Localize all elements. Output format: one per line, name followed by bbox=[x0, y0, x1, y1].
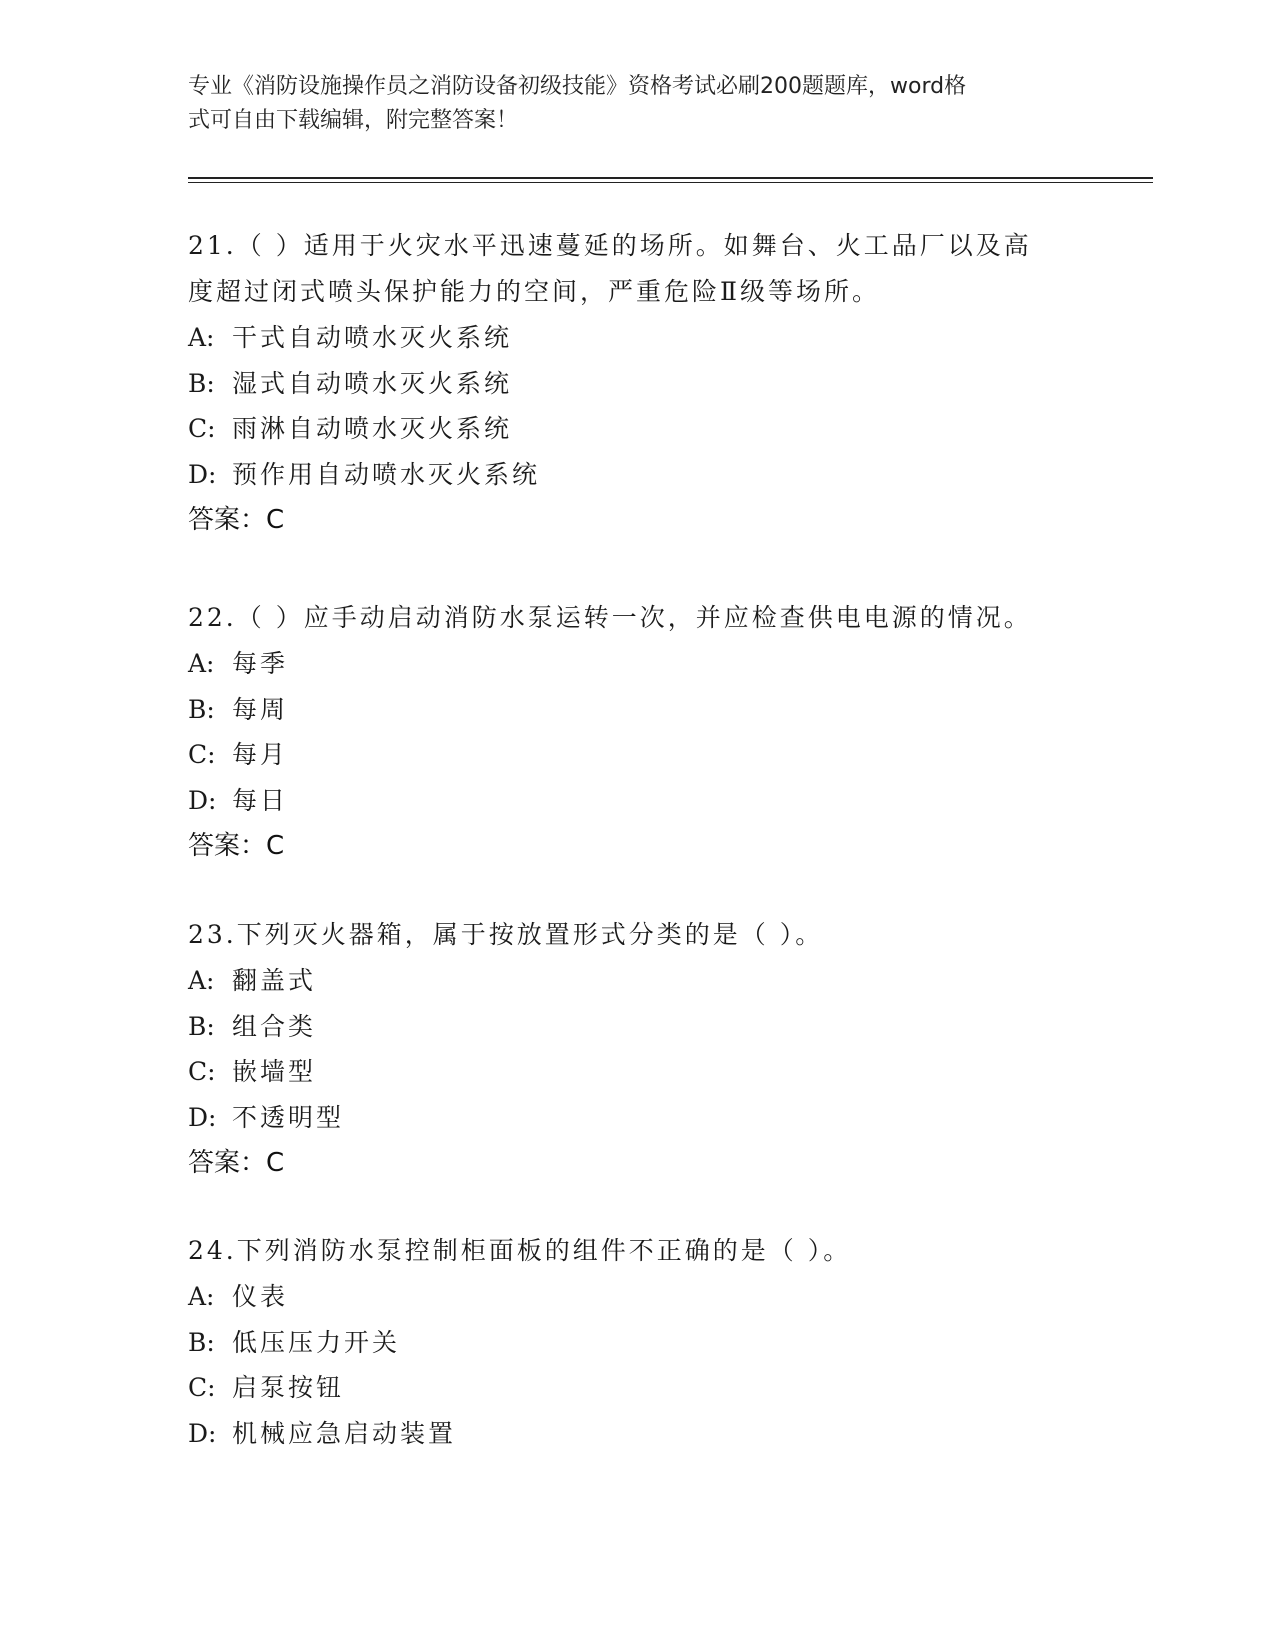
option-letter: C: bbox=[188, 1373, 216, 1402]
option-c bbox=[188, 1365, 1088, 1411]
question-23 bbox=[188, 912, 1088, 1186]
option-text: 每日 bbox=[232, 785, 289, 815]
option-b bbox=[188, 361, 1088, 407]
question-stem-continued: 度超过闭式喷头保护能力的空间，严重危险Ⅱ级等场所。 bbox=[188, 277, 880, 306]
document-header bbox=[188, 70, 1068, 138]
header-divider-thin bbox=[188, 182, 1153, 183]
header-divider bbox=[188, 177, 1153, 179]
option-letter: D: bbox=[188, 785, 217, 815]
header-line-1: 专业《消防设施操作员之消防设备初级技能》资格考试必刷200题题库，word格 bbox=[188, 74, 967, 99]
option-letter: B: bbox=[188, 694, 215, 724]
answer-label: 答案：C bbox=[188, 1148, 285, 1178]
option-c bbox=[188, 732, 1088, 778]
option-text: 每月 bbox=[232, 740, 289, 769]
question-24 bbox=[188, 1228, 1088, 1456]
option-letter: B: bbox=[188, 368, 215, 398]
option-letter: D: bbox=[188, 1102, 217, 1132]
option-a bbox=[188, 315, 1088, 361]
option-text: 不透明型 bbox=[232, 1102, 345, 1132]
option-a bbox=[188, 958, 1088, 1004]
option-text: 仪表 bbox=[232, 1282, 289, 1311]
option-text: 机械应急启动装置 bbox=[232, 1418, 457, 1448]
answer-label: 答案：C bbox=[188, 831, 285, 861]
question-stem: 21.（ ）适用于火灾水平迅速蔓延的场所。如舞台、火工品厂以及高 bbox=[188, 231, 1032, 260]
option-letter: A: bbox=[188, 649, 215, 678]
option-letter: A: bbox=[188, 323, 215, 352]
option-letter: A: bbox=[188, 1282, 215, 1311]
option-text: 嵌墙型 bbox=[232, 1057, 317, 1086]
option-letter: B: bbox=[188, 1327, 215, 1357]
option-b bbox=[188, 687, 1088, 733]
option-letter: A: bbox=[188, 966, 215, 995]
option-text: 湿式自动喷水灭火系统 bbox=[232, 368, 513, 398]
answer-label: 答案：C bbox=[188, 505, 285, 535]
option-text: 低压压力开关 bbox=[232, 1327, 401, 1357]
question-21 bbox=[188, 223, 1088, 543]
option-letter: D: bbox=[188, 1418, 217, 1448]
option-text: 启泵按钮 bbox=[232, 1373, 345, 1402]
option-text: 翻盖式 bbox=[232, 966, 317, 995]
question-22 bbox=[188, 595, 1088, 869]
header-line-2: 式可自由下载编辑，附完整答案！ bbox=[188, 108, 519, 133]
option-text: 雨淋自动喷水灭火系统 bbox=[232, 414, 513, 443]
question-stem: 23.下列灭火器箱，属于按放置形式分类的是（ ）。 bbox=[188, 920, 824, 949]
option-letter: D: bbox=[188, 459, 217, 489]
option-d bbox=[188, 1095, 1088, 1141]
option-c bbox=[188, 406, 1088, 452]
option-text: 干式自动喷水灭火系统 bbox=[232, 323, 513, 352]
option-d bbox=[188, 1411, 1088, 1457]
question-stem: 24.下列消防水泵控制柜面板的组件不正确的是（ ）。 bbox=[188, 1236, 852, 1265]
question-stem: 22.（ ）应手动启动消防水泵运转一次，并应检查供电电源的情况。 bbox=[188, 603, 1032, 632]
option-letter: B: bbox=[188, 1011, 215, 1041]
option-b bbox=[188, 1320, 1088, 1366]
option-text: 组合类 bbox=[232, 1011, 317, 1041]
option-c bbox=[188, 1049, 1088, 1095]
option-text: 每季 bbox=[232, 649, 289, 678]
option-letter: C: bbox=[188, 740, 216, 769]
option-text: 预作用自动喷水灭火系统 bbox=[232, 459, 541, 489]
option-d bbox=[188, 778, 1088, 824]
option-letter: C: bbox=[188, 414, 216, 443]
option-letter: C: bbox=[188, 1057, 216, 1086]
option-a bbox=[188, 1274, 1088, 1320]
option-text: 每周 bbox=[232, 694, 289, 724]
option-d bbox=[188, 452, 1088, 498]
option-b bbox=[188, 1004, 1088, 1050]
option-a bbox=[188, 641, 1088, 687]
